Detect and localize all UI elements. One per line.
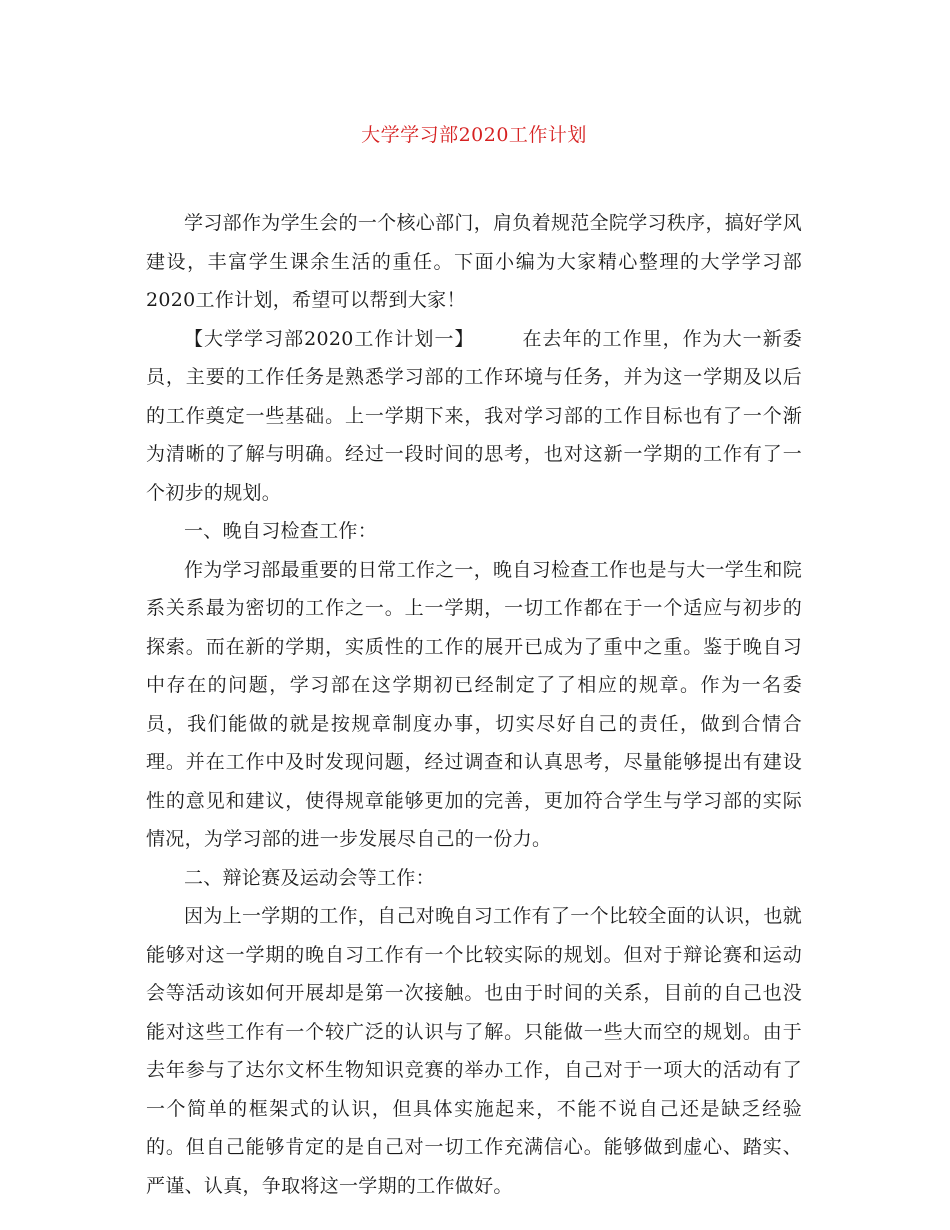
plan-one-paragraph <box>146 320 802 513</box>
section-one-paragraph: 作为学习部最重要的日常工作之一，晚自习检查工作也是与大一学生和院系关系最为密切的工作之一。上一学期，一切工作都在于一个适应与初步的探索。而在新的学期，实质性的工作的展开已成为了重中之重。鉴于晚自习中存在的问题，学习部在这学期初已经制定了了相应的规章。作为一名委员，我们能做的就是按规章制度办事，切实尽好自己的责任，做到合情合理。并在工作中及时发现问题，经过调查和认真思考，尽量能够提出有建设性的意见和建议，使得规章能够更加的完善，更加符合学生与学习部的实际情况，为学习部的进一步发展尽自己的一份力。 <box>146 558 802 850</box>
section-two-paragraph: 因为上一学期的工作，自己对晚自习工作有了一个比较全面的认识，也就能够对这一学期的晚自习工作有一个比较实际的规划。但对于辩论赛和运动会等活动该如何开展却是第一次接触。也由于时间的关系，目前的自己也没能对这些工作有一个较广泛的认识与了解。只能做一些大而空的规划。由于去年参与了达尔文杯生物知识竞赛的举办工作，自己对于一项大的活动有了一个简单的框架式的认识，但具体实施起来，不能不说自己还是缺乏经验的。但自己能够肯定的是自己对一切工作充满信心。能够做到虚心、踏实、严谨、认真，争取将这一学期的工作做好。 <box>146 905 802 1197</box>
plan-one-heading: 【大学学习部2020工作计划一】 <box>184 327 475 350</box>
section-one-heading: 一、晚自习检查工作： <box>184 520 378 542</box>
document-page <box>146 120 802 1205</box>
intro-paragraph: 学习部作为学生会的一个核心部门，肩负着规范全院学习秩序，搞好学风建设，丰富学生课余生活的重任。下面小编为大家精心整理的大学学习部2020工作计划，希望可以帮到大家！ <box>146 212 802 311</box>
section-two-heading: 二、辩论赛及运动会等工作： <box>184 866 435 889</box>
plan-one-text: 在去年的工作里，作为大一新委员，主要的工作任务是熟悉学习部的工作环境与任务，并为这一学期及以后的工作奠定一些基础。上一学期下来，我对学习部的工作目标也有了一个渐为清晰的了解与明确。经过一段时间的思考，也对这新一学期的工作有了一个初步的规划。 <box>146 327 803 504</box>
document-title: 大学学习部2020工作计划 <box>361 124 587 146</box>
